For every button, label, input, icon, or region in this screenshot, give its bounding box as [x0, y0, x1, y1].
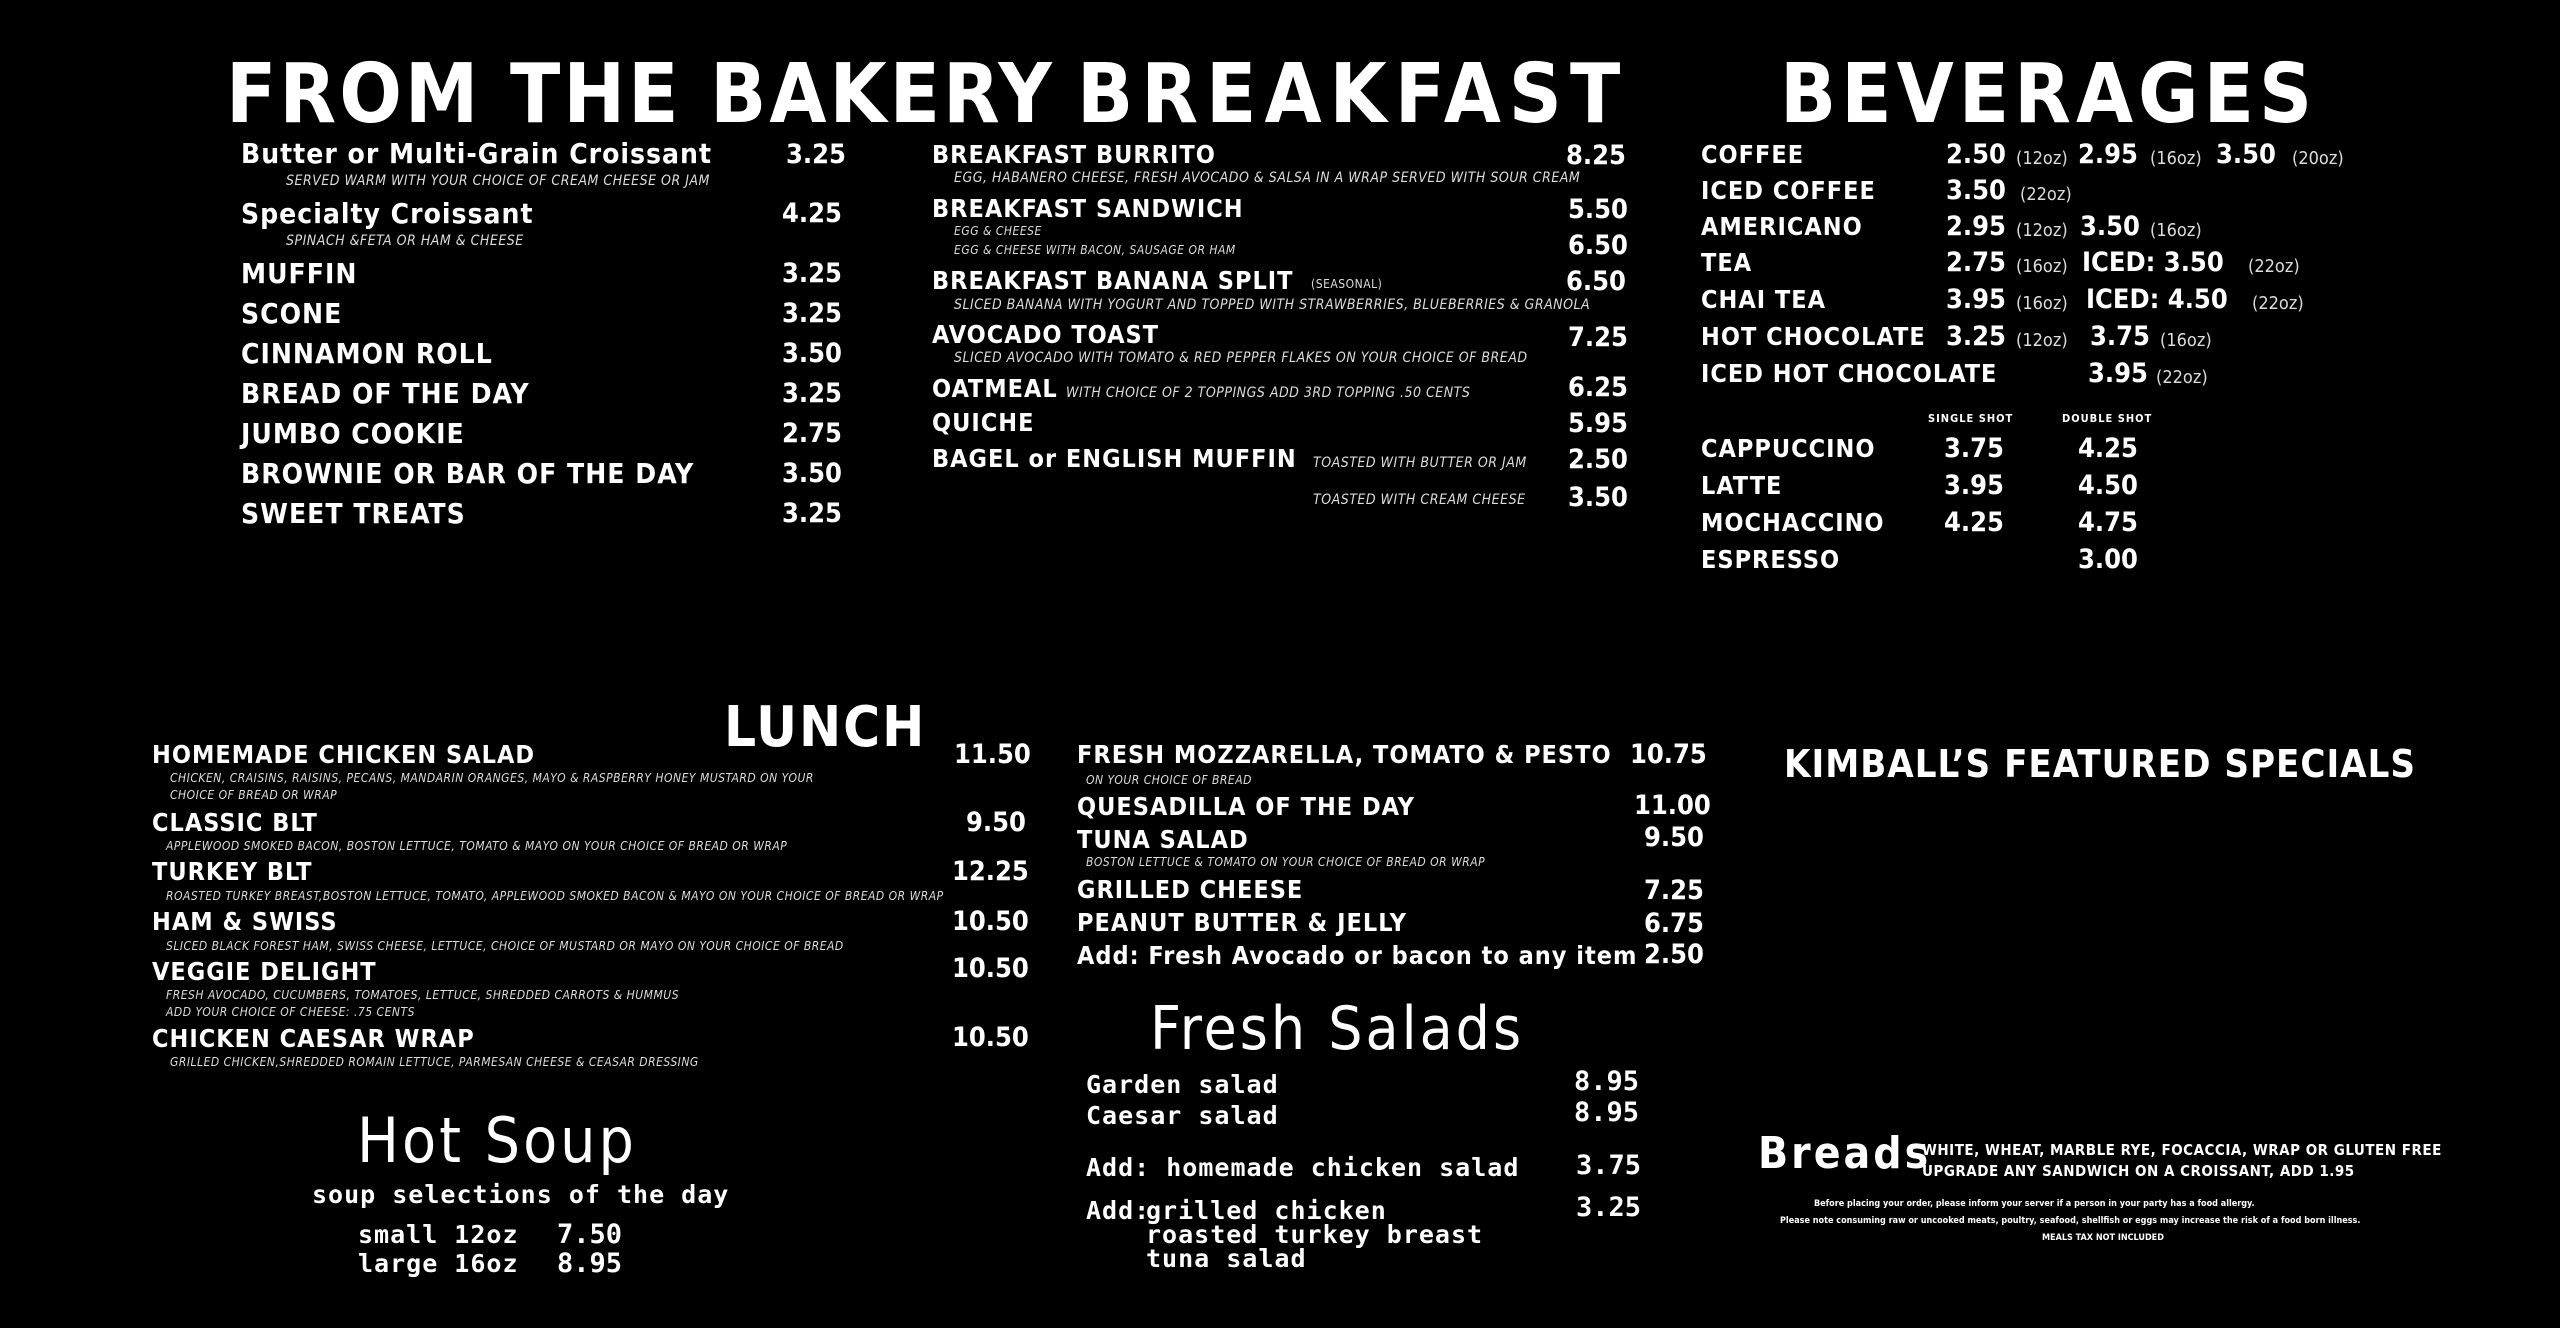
lunch-title: LUNCH	[724, 695, 927, 760]
breakfast-item-desc: EGG & CHEESE	[954, 224, 1042, 238]
beverage-size: (22oz)	[2156, 367, 2208, 388]
lunch-item-desc: ON YOUR CHOICE OF BREAD	[1086, 773, 1252, 787]
lunch-item-price: 9.50	[966, 807, 1026, 838]
beverage-size: (16oz)	[2016, 256, 2068, 277]
breakfast-item-name: BREAKFAST SANDWICH	[932, 194, 1244, 223]
beverage-size: (12oz)	[2016, 148, 2068, 169]
espresso-name: CAPPUCCINO	[1701, 434, 1876, 463]
beverage-price: 3.75	[2090, 321, 2150, 352]
breakfast-item-name: BAGEL or ENGLISH MUFFIN	[932, 444, 1297, 473]
beverage-price: 3.95	[2088, 358, 2148, 389]
beverage-price: 3.25	[1946, 321, 2006, 352]
breads-options: WHITE, WHEAT, MARBLE RYE, FOCACCIA, WRAP OR GLUTEN FREE	[1922, 1141, 2442, 1159]
lunch-item-desc: BOSTON LETTUCE & TOMATO ON YOUR CHOICE OF BREAD OR WRAP	[1086, 855, 1486, 869]
lunch-item-price: 9.50	[1644, 822, 1704, 853]
lunch-item-name: QUESADILLA OF THE DAY	[1077, 792, 1415, 821]
specials-title: KIMBALL’S FEATURED SPECIALS	[1784, 742, 2417, 786]
breakfast-item-price: 5.95	[1568, 408, 1628, 439]
beverage-price: 2.95	[2078, 139, 2138, 170]
bakery-item-name: Specialty Croissant	[241, 197, 534, 230]
soup-subtitle: soup selections of the day	[312, 1180, 730, 1209]
tax-note: MEALS TAX NOT INCLUDED	[2042, 1233, 2164, 1243]
lunch-item-price: 6.75	[1644, 908, 1704, 939]
lunch-item-name: HOMEMADE CHICKEN SALAD	[152, 740, 536, 769]
bakery-item-price: 4.25	[782, 198, 842, 229]
beverage-size: (16oz)	[2160, 330, 2212, 351]
espresso-name: MOCHACCINO	[1701, 508, 1885, 537]
food-safety-note: Please note consuming raw or uncooked meats, poultry, seafood, shellfish or eggs may increase the risk of a food born illness.	[1780, 1216, 2361, 1226]
salads-title: Fresh Salads	[1150, 994, 1525, 1064]
beverage-size: (16oz)	[2150, 148, 2202, 169]
lunch-item-desc: CHICKEN, CRAISINS, RAISINS, PECANS, MANDARIN ORANGES, MAYO & RASPBERRY HONEY MUSTARD ON YOUR	[170, 771, 814, 785]
beverage-price: 3.50	[2080, 211, 2140, 242]
breakfast-item-desc: TOASTED WITH CREAM CHEESE	[1313, 492, 1526, 508]
lunch-item-desc: CHOICE OF BREAD OR WRAP	[170, 788, 338, 802]
beverage-size: (12oz)	[2016, 330, 2068, 351]
bakery-item-price: 3.50	[782, 458, 842, 489]
salad-add-chicken: Add: homemade chicken salad	[1086, 1153, 1520, 1182]
breakfast-item-desc: EGG, HABANERO CHEESE, FRESH AVOCADO & SALSA IN A WRAP SERVED WITH SOUR CREAM	[954, 170, 1581, 186]
espresso-single: 4.25	[1944, 507, 2004, 538]
lunch-item-price: 11.00	[1634, 790, 1711, 821]
breakfast-item-desc: SLICED BANANA WITH YOGURT AND TOPPED WITH STRAWBERRIES, BLUEBERRIES & GRANOLA	[954, 297, 1591, 313]
breakfast-item-tag: (SEASONAL)	[1311, 277, 1383, 291]
allergy-note: Before placing your order, please inform your server if a person in your party has a food allergy.	[1814, 1199, 2255, 1209]
espresso-single: 3.75	[1944, 433, 2004, 464]
bakery-item-price: 3.25	[782, 298, 842, 329]
bakery-item-name: MUFFIN	[241, 257, 358, 290]
breakfast-item-price: 6.50	[1568, 230, 1628, 261]
bakery-item-price: 3.25	[782, 378, 842, 409]
lunch-item-desc: APPLEWOOD SMOKED BACON, BOSTON LETTUCE, TOMATO & MAYO ON YOUR CHOICE OF BREAD OR WRAP	[166, 839, 788, 853]
bakery-title: FROM THE BAKERY	[226, 47, 1055, 142]
breakfast-item-desc: WITH CHOICE OF 2 TOPPINGS ADD 3RD TOPPING .50 CENTS	[1066, 385, 1471, 401]
beverage-price: 3.50	[1946, 175, 2006, 206]
breakfast-item-name: AVOCADO TOAST	[932, 320, 1160, 349]
lunch-item-name: TUNA SALAD	[1077, 825, 1249, 854]
salad-name: Caesar salad	[1086, 1101, 1279, 1130]
soup-small-price: 7.50	[557, 1219, 623, 1250]
lunch-item-desc: GRILLED CHICKEN,SHREDDED ROMAIN LETTUCE, PARMESAN CHEESE & CEASAR DRESSING	[170, 1055, 699, 1069]
beverage-name: AMERICANO	[1701, 212, 1863, 241]
salad-add-price: 3.25	[1576, 1192, 1642, 1223]
lunch-item-name: PEANUT BUTTER & JELLY	[1077, 908, 1407, 937]
espresso-name: LATTE	[1701, 471, 1783, 500]
breakfast-item-price: 7.25	[1568, 322, 1628, 353]
bakery-item-name: BROWNIE OR BAR OF THE DAY	[241, 457, 695, 490]
salad-add-option: roasted turkey breast	[1146, 1220, 1484, 1249]
lunch-item-price: 10.50	[952, 1022, 1029, 1053]
lunch-item-price: 11.50	[954, 739, 1031, 770]
beverage-size: (22oz)	[2020, 184, 2072, 205]
salad-add-option: tuna salad	[1146, 1244, 1307, 1273]
beverage-price: 2.95	[1946, 211, 2006, 242]
beverages-title: BEVERAGES	[1780, 47, 2318, 142]
soup-large-label: large 16oz	[358, 1249, 519, 1278]
lunch-add-price: 2.50	[1644, 939, 1704, 970]
espresso-double: 3.00	[2078, 544, 2138, 575]
lunch-item-name: CLASSIC BLT	[152, 808, 318, 837]
beverage-size: (20oz)	[2292, 148, 2344, 169]
bakery-item-name: Butter or Multi-Grain Croissant	[241, 137, 713, 170]
double-shot-label: DOUBLE SHOT	[2062, 412, 2153, 425]
salad-add-chicken-price: 3.75	[1576, 1150, 1642, 1181]
beverage-size: (16oz)	[2150, 220, 2202, 241]
breakfast-item-price: 6.25	[1568, 372, 1628, 403]
lunch-item-name: VEGGIE DELIGHT	[152, 957, 377, 986]
breakfast-title: BREAKFAST	[1077, 47, 1629, 142]
soup-large-price: 8.95	[557, 1248, 623, 1279]
beverage-size: (12oz)	[2016, 220, 2068, 241]
bakery-item-name: JUMBO COOKIE	[241, 417, 465, 450]
single-shot-label: SINGLE SHOT	[1928, 412, 2014, 425]
bakery-item-price: 3.25	[786, 139, 846, 170]
beverage-name: HOT CHOCOLATE	[1701, 322, 1926, 351]
breads-upgrade: UPGRADE ANY SANDWICH ON A CROISSANT, ADD 1.95	[1922, 1162, 2355, 1180]
beverage-name: COFFEE	[1701, 140, 1805, 169]
bakery-item-name: SCONE	[241, 297, 343, 330]
breakfast-item-name: BREAKFAST BANANA SPLIT	[932, 266, 1294, 295]
lunch-item-desc: ADD YOUR CHOICE OF CHEESE: .75 CENTS	[166, 1005, 415, 1019]
beverage-size: (22oz)	[2248, 256, 2300, 277]
breakfast-item-name: BREAKFAST BURRITO	[932, 140, 1216, 169]
lunch-item-desc: ROASTED TURKEY BREAST,BOSTON LETTUCE, TOMATO, APPLEWOOD SMOKED BACON & MAYO ON YOUR CHOICE OF BREAD OR WRAP	[166, 889, 944, 903]
soup-title: Hot Soup	[357, 1104, 637, 1177]
beverage-price: 2.75	[1946, 247, 2006, 278]
beverage-price: 3.50	[2216, 139, 2276, 170]
salad-add-option: grilled chicken	[1146, 1196, 1387, 1225]
lunch-add-label: Add: Fresh Avocado or bacon to any item	[1077, 941, 1638, 970]
salad-price: 8.95	[1574, 1097, 1640, 1128]
breakfast-item-price: 5.50	[1568, 194, 1628, 225]
espresso-single: 3.95	[1944, 470, 2004, 501]
bakery-item-name: BREAD OF THE DAY	[241, 377, 530, 410]
breads-title: Breads	[1758, 1128, 1932, 1179]
breakfast-item-price: 6.50	[1566, 266, 1626, 297]
breakfast-item-price: 2.50	[1568, 444, 1628, 475]
salad-add-label: Add:	[1086, 1196, 1151, 1225]
beverage-price: 3.95	[1946, 284, 2006, 315]
beverage-name: ICED HOT CHOCOLATE	[1701, 359, 1998, 388]
bakery-item-desc: SERVED WARM WITH YOUR CHOICE OF CREAM CHEESE OR JAM	[286, 173, 710, 189]
breakfast-item-price: 3.50	[1568, 482, 1628, 513]
soup-small-label: small 12oz	[358, 1220, 519, 1249]
breakfast-item-name: OATMEAL	[932, 374, 1058, 403]
breakfast-item-price: 8.25	[1566, 140, 1626, 171]
breakfast-item-name: QUICHE	[932, 408, 1035, 437]
breakfast-item-desc: SLICED AVOCADO WITH TOMATO & RED PEPPER FLAKES ON YOUR CHOICE OF BREAD	[954, 350, 1528, 366]
lunch-item-name: FRESH MOZZARELLA, TOMATO & PESTO	[1077, 740, 1612, 769]
bakery-item-price: 2.75	[782, 418, 842, 449]
lunch-item-price: 10.75	[1630, 739, 1707, 770]
bakery-item-price: 3.50	[782, 338, 842, 369]
espresso-name: ESPRESSO	[1701, 545, 1841, 574]
bakery-item-name: CINNAMON ROLL	[241, 337, 493, 370]
beverage-price: ICED: 3.50	[2082, 247, 2224, 278]
salad-price: 8.95	[1574, 1066, 1640, 1097]
beverage-price: ICED: 4.50	[2086, 284, 2228, 315]
lunch-item-price: 7.25	[1644, 875, 1704, 906]
beverage-price: 2.50	[1946, 139, 2006, 170]
beverage-name: ICED COFFEE	[1701, 176, 1876, 205]
breakfast-item-desc: EGG & CHEESE WITH BACON, SAUSAGE OR HAM	[954, 243, 1236, 257]
lunch-item-name: TURKEY BLT	[152, 857, 313, 886]
espresso-double: 4.75	[2078, 507, 2138, 538]
bakery-item-desc: SPINACH &FETA OR HAM & CHEESE	[286, 233, 524, 249]
beverage-size: (22oz)	[2252, 293, 2304, 314]
beverage-name: CHAI TEA	[1701, 285, 1827, 314]
lunch-item-price: 10.50	[952, 953, 1029, 984]
beverage-name: TEA	[1701, 248, 1753, 277]
bakery-item-name: SWEET TREATS	[241, 497, 466, 530]
lunch-item-name: HAM & SWISS	[152, 907, 338, 936]
lunch-item-price: 10.50	[952, 906, 1029, 937]
lunch-item-price: 12.25	[952, 856, 1029, 887]
lunch-item-desc: SLICED BLACK FOREST HAM, SWISS CHEESE, LETTUCE, CHOICE OF MUSTARD OR MAYO ON YOUR CHOICE OF BREAD	[166, 939, 844, 953]
bakery-item-price: 3.25	[782, 258, 842, 289]
espresso-double: 4.25	[2078, 433, 2138, 464]
espresso-double: 4.50	[2078, 470, 2138, 501]
lunch-item-name: CHICKEN CAESAR WRAP	[152, 1024, 475, 1053]
lunch-item-name: GRILLED CHEESE	[1077, 875, 1304, 904]
beverage-size: (16oz)	[2016, 293, 2068, 314]
lunch-item-desc: FRESH AVOCADO, CUCUMBERS, TOMATOES, LETTUCE, SHREDDED CARROTS & HUMMUS	[166, 988, 680, 1002]
salad-name: Garden salad	[1086, 1070, 1279, 1099]
breakfast-item-desc: TOASTED WITH BUTTER OR JAM	[1313, 455, 1527, 471]
bakery-item-price: 3.25	[782, 498, 842, 529]
